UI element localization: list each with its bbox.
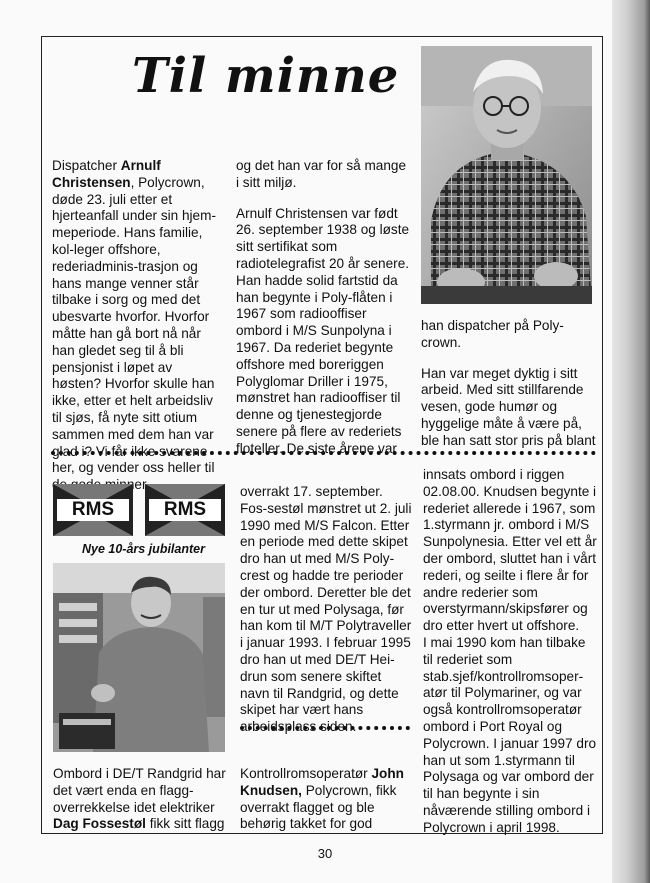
memorial-col2-para1: og det han var for så mange i sitt miljø. [236, 158, 407, 190]
memorial-column-1 [52, 158, 224, 508]
jubilee-col2-bottom: Kontrollromsoperatør John Knudsen, Polycrown, fikk overrakt flagget og ble behørig takket for god [240, 766, 404, 832]
worker-photo [53, 563, 225, 752]
jubilee-column-2-bottom [240, 766, 412, 847]
portrait-image [421, 46, 592, 304]
section-divider [51, 451, 596, 455]
jubilee-caption: Nye 10-års jubilanter [82, 542, 205, 556]
memorial-column-2 [236, 158, 410, 472]
memorial-col1-para1: Dispatcher Arnulf Christensen, Polycrown, døde 23. juli etter et hjerteanfall under sin hjem-meperiode. Hans familie, kol-leger offshore, rederiadminis-trasjon og hans mange venner står tilbake i sorg og med det ubesvarte hvorfor. Hvorfor måtte han gå bort nå når han gledet seg til å bli pensjonist i løpet av høsten? Hvorfor skulle han ikke, etter et helt arbeidsliv til sjøs, få nyte sitt otium sammen med dem han var glad i? Vi får ikke svarene her, og vender oss heller til [52, 158, 216, 476]
memorial-col2-para2: Arnulf Christensen var født 26. september 1938 og løste sitt sertifikat som radiotelegrafist 20 år senere. Han hadde solid fartstid da han begynte i Poly-flåten i 1967 som radiooffiser ombord i M/S Sunpolyna i 1967. Da rederiet begynte offshore med boreriggen Polyglomar Driller i 1975, mønstret han radiooffiser til denne og tjenestegjorde senere på flere av rederiets floteller. De siste årene var [236, 205, 410, 456]
jubilee-column-3 [423, 467, 598, 851]
article-title: Til minne [132, 48, 400, 104]
memorial-column-3 [421, 318, 596, 464]
jubilee-col3-para2: I mai 1990 kom han tilbake til rederiet som stab.sjef/kontrollromsoper-atør til Polymariner, og var også kontrollromsoperatør ombord i Port Royal og Polycrown. I januar 1997 dro han ut som 1.styrmann til Polysaga og var ombord der til han begynte i sin nåværende stilling ombord i Polycrown i april 1998. [423, 634, 597, 835]
portrait-photo [421, 46, 592, 304]
jubilee-col2-top: overrakt 17. september. Fos-sestøl mønstret ut 2. juli 1990 med M/S Falcon. Etter en periode med dette skipet dro han ut med M/S Poly-crest og hadde tre perioder der ombord. Deretter ble det en tur ut med Polysaga, før han kom til M/T Polytraveller i januar 1993. I februar 1995 dro han ut med DE/T Hei-drun som senere skiftet navn til Randgrid, og dette skipet har vært hans arbeidsplass siden. [240, 484, 412, 735]
jubilee-col3-para1: innsats ombord i riggen 02.08.00. Knudsen begynte i rederiet allerede i 1967, som 1.styrmann jr. ombord i M/S Sunpolynesia. Etter vel ett år der ombord, sluttet han i vårt rederi, og seilte i flere år for andre rederier som overstyrmann/skipsfører og dro etter hvert ut offshore. [423, 467, 597, 634]
page-number: 30 [317, 846, 333, 861]
jubilee-column-2 [240, 484, 412, 750]
jubilee-col1-text: Ombord i DE/T Randgrid har det vært enda en flagg-overrekkelse idet elektriker Dag Fossestøl fikk sitt flagg [53, 766, 226, 832]
rms-logo: RMS [145, 484, 225, 536]
rms-logo: RMS [53, 484, 133, 536]
column-divider [240, 726, 410, 730]
worker-image [53, 563, 225, 752]
jubilee-column-1 [53, 766, 231, 847]
page-edge-shadow [612, 0, 650, 883]
memorial-col3-para1: han dispatcher på Poly-crown. [421, 318, 564, 350]
memorial-col3-para2: Han var meget dyktig i sitt arbeid. Med sitt stillfarende vesen, gode humør og hyggelige måte å være på, ble han satt stor pris på blant [421, 365, 596, 448]
